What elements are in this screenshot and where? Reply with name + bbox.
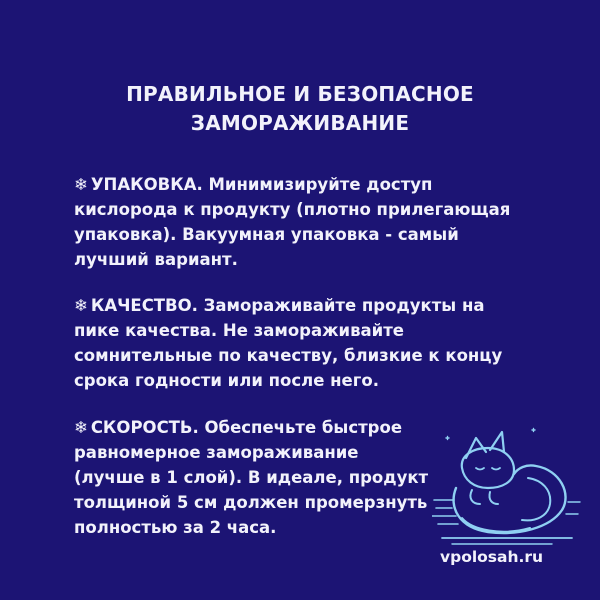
title-line-1: ПРАВИЛЬНОЕ И БЕЗОПАСНОЕ [126, 82, 474, 106]
section-packaging [74, 172, 544, 272]
section-quality [74, 293, 544, 393]
section-line: пике качества. Не замораживайте [74, 321, 404, 340]
section-line: лучший вариант. [74, 250, 238, 269]
snowflake-icon: ❄ [74, 418, 88, 437]
section-line [74, 172, 544, 197]
section-text: УПАКОВКА. Минимизируйте доступ [90, 175, 433, 194]
section-text: КАЧЕСТВО. Замораживайте продукты на [90, 296, 485, 315]
section-line [74, 293, 544, 318]
section-line: упаковка). Вакуумная упаковка - самый [74, 225, 459, 244]
section-text: СКОРОСТЬ. Обеспечьте быстрое [90, 418, 403, 437]
section-line: толщиной 5 см должен промерзнуть [74, 493, 428, 512]
section-line: полностью за 2 часа. [74, 518, 277, 537]
snowflake-icon: ❄ [74, 175, 88, 194]
section-line: равномерное замораживание [74, 443, 359, 462]
section-line: сомнительные по качеству, близкие к концу [74, 346, 503, 365]
section-line: кислорода к продукту (плотно прилегающая [74, 200, 511, 219]
page-title [0, 80, 600, 138]
section-line: срока годности или после него. [74, 371, 379, 390]
title-line-2: ЗАМОРАЖИВАНИЕ [190, 111, 410, 135]
section-line: (лучше в 1 слой). В идеале, продукт [74, 468, 429, 487]
snowflake-icon: ❄ [74, 296, 88, 315]
sleeping-cat-icon [432, 418, 582, 546]
website-label: vpolosah.ru [440, 548, 544, 566]
